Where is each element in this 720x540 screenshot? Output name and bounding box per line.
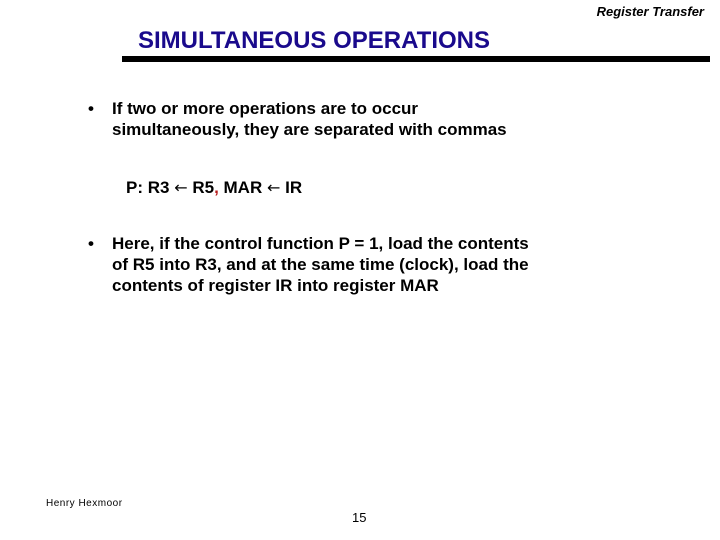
formula-part: R5 xyxy=(187,178,215,197)
page-number: 15 xyxy=(352,510,367,525)
bullet-line: If two or more operations are to occur xyxy=(112,99,419,118)
footer-author: Henry Hexmoor xyxy=(46,498,123,509)
bullet-line: of R5 into R3, and at the same time (clock), load the xyxy=(112,255,529,274)
bullet-line: contents of register IR into register MAR xyxy=(112,276,439,295)
left-arrow-icon: ← xyxy=(174,178,188,197)
section-label: Register Transfer xyxy=(596,4,704,19)
bullet-symbol: • xyxy=(88,234,94,253)
bullet-item-2 xyxy=(88,233,529,296)
title-underline xyxy=(122,56,710,62)
formula-part: MAR xyxy=(218,178,267,197)
bullet-symbol: • xyxy=(88,99,94,118)
transfer-formula xyxy=(126,178,302,198)
bullet-line: simultaneously, they are separated with commas xyxy=(112,120,507,139)
bullet-item-1 xyxy=(88,98,507,140)
formula-prefix: P: R3 xyxy=(126,178,175,197)
formula-part: IR xyxy=(280,178,303,197)
slide-title: SIMULTANEOUS OPERATIONS xyxy=(138,27,491,54)
formula-comma: , xyxy=(214,178,219,197)
bullet-line: Here, if the control function P = 1, load the contents xyxy=(112,234,529,253)
left-arrow-icon: ← xyxy=(266,178,281,197)
